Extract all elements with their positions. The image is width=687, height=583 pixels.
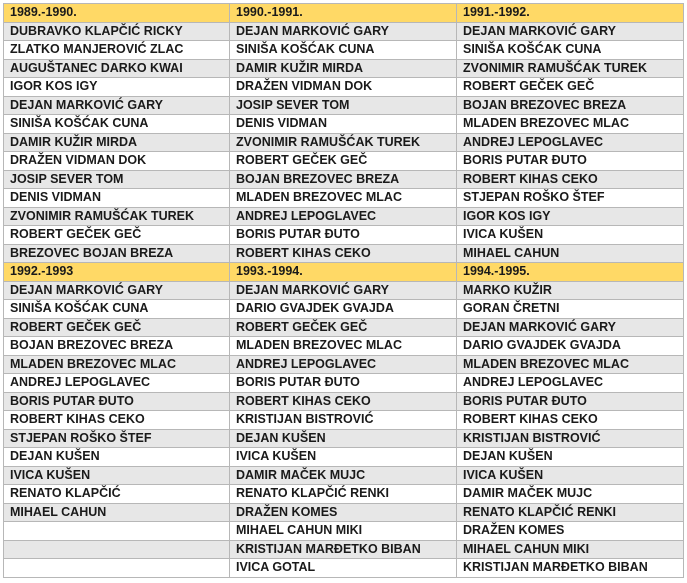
season-header-cell: 1990.-1991.: [230, 4, 457, 23]
player-cell: DRAŽEN VIDMAN DOK: [4, 152, 230, 171]
player-cell: ROBERT GEČEK GEČ: [457, 78, 684, 97]
player-cell: DEJAN KUŠEN: [4, 448, 230, 467]
player-cell: BORIS PUTAR ĐUTO: [4, 392, 230, 411]
player-cell: RENATO KLAPČIĆ RENKI: [230, 485, 457, 504]
table-row: [4, 392, 684, 411]
player-cell: DEJAN MARKOVIĆ GARY: [4, 96, 230, 115]
player-cell: BREZOVEC BOJAN BREZA: [4, 244, 230, 263]
player-cell: SINIŠA KOŠĆAK CUNA: [4, 115, 230, 134]
table-row: [4, 189, 684, 208]
season-header-cell: 1991.-1992.: [457, 4, 684, 23]
table-row: [4, 522, 684, 541]
roster-table: [3, 3, 684, 578]
player-cell: RENATO KLAPČIĆ: [4, 485, 230, 504]
player-cell: IVICA KUŠEN: [230, 448, 457, 467]
player-cell: IVICA KUŠEN: [457, 466, 684, 485]
player-cell: ROBERT GEČEK GEČ: [230, 318, 457, 337]
player-cell: DEJAN MARKOVIĆ GARY: [230, 22, 457, 41]
player-cell: BOJAN BREZOVEC BREZA: [457, 96, 684, 115]
season-header-row: [4, 263, 684, 282]
player-cell: IVICA KUŠEN: [457, 226, 684, 245]
table-row: [4, 411, 684, 430]
player-cell: IVICA GOTAL: [230, 559, 457, 578]
table-row: [4, 559, 684, 578]
player-cell: DUBRAVKO KLAPČIĆ RICKY: [4, 22, 230, 41]
player-cell: ANDREJ LEPOGLAVEC: [457, 133, 684, 152]
table-row: [4, 540, 684, 559]
player-cell: IGOR KOS IGY: [457, 207, 684, 226]
table-row: [4, 429, 684, 448]
table-row: [4, 281, 684, 300]
player-cell: RENATO KLAPČIĆ RENKI: [457, 503, 684, 522]
player-cell: JOSIP SEVER TOM: [230, 96, 457, 115]
player-cell: DARIO GVAJDEK GVAJDA: [457, 337, 684, 356]
player-cell: DRAŽEN KOMES: [230, 503, 457, 522]
player-cell: MLADEN BREZOVEC MLAC: [230, 337, 457, 356]
player-cell: ZVONIMIR RAMUŠĆAK TUREK: [457, 59, 684, 78]
table-row: [4, 226, 684, 245]
player-cell: DRAŽEN KOMES: [457, 522, 684, 541]
player-cell: GORAN ČRETNI: [457, 300, 684, 319]
table-row: [4, 41, 684, 60]
player-cell: IVICA KUŠEN: [4, 466, 230, 485]
player-cell: BORIS PUTAR ĐUTO: [457, 152, 684, 171]
player-cell: STJEPAN ROŠKO ŠTEF: [4, 429, 230, 448]
player-cell: MLADEN BREZOVEC MLAC: [4, 355, 230, 374]
player-cell: ROBERT KIHAS CEKO: [457, 411, 684, 430]
player-cell: MIHAEL CAHUN: [457, 244, 684, 263]
player-cell: MIHAEL CAHUN MIKI: [230, 522, 457, 541]
player-cell: ROBERT GEČEK GEČ: [4, 226, 230, 245]
table-row: [4, 96, 684, 115]
player-cell: MLADEN BREZOVEC MLAC: [457, 115, 684, 134]
table-row: [4, 207, 684, 226]
season-header-cell: 1989.-1990.: [4, 4, 230, 23]
table-row: [4, 59, 684, 78]
player-cell: KRISTIJAN BISTROVIĆ: [457, 429, 684, 448]
player-cell: [4, 522, 230, 541]
player-cell: ANDREJ LEPOGLAVEC: [457, 374, 684, 393]
player-cell: ZVONIMIR RAMUŠĆAK TUREK: [230, 133, 457, 152]
season-header-cell: 1993.-1994.: [230, 263, 457, 282]
player-cell: ROBERT KIHAS CEKO: [457, 170, 684, 189]
player-cell: DAMIR KUŽIR MIRDA: [4, 133, 230, 152]
season-header-cell: 1992.-1993: [4, 263, 230, 282]
table-row: [4, 337, 684, 356]
player-cell: [4, 540, 230, 559]
player-cell: IGOR KOS IGY: [4, 78, 230, 97]
player-cell: ZVONIMIR RAMUŠĆAK TUREK: [4, 207, 230, 226]
player-cell: BOJAN BREZOVEC BREZA: [230, 170, 457, 189]
player-cell: DAMIR KUŽIR MIRDA: [230, 59, 457, 78]
player-cell: ROBERT GEČEK GEČ: [4, 318, 230, 337]
table-row: [4, 503, 684, 522]
table-row: [4, 244, 684, 263]
player-cell: AUGUŠTANEC DARKO KWAI: [4, 59, 230, 78]
player-cell: DAMIR MAČEK MUJC: [457, 485, 684, 504]
player-cell: SINIŠA KOŠĆAK CUNA: [4, 300, 230, 319]
table-row: [4, 300, 684, 319]
player-cell: ROBERT KIHAS CEKO: [4, 411, 230, 430]
player-cell: DEJAN KUŠEN: [457, 448, 684, 467]
player-cell: ROBERT GEČEK GEČ: [230, 152, 457, 171]
season-header-row: [4, 4, 684, 23]
player-cell: DARIO GVAJDEK GVAJDA: [230, 300, 457, 319]
player-cell: SINIŠA KOŠĆAK CUNA: [230, 41, 457, 60]
player-cell: SINIŠA KOŠĆAK CUNA: [457, 41, 684, 60]
player-cell: MIHAEL CAHUN MIKI: [457, 540, 684, 559]
player-cell: ANDREJ LEPOGLAVEC: [4, 374, 230, 393]
player-cell: BORIS PUTAR ĐUTO: [230, 226, 457, 245]
player-cell: BORIS PUTAR ĐUTO: [457, 392, 684, 411]
table-row: [4, 485, 684, 504]
player-cell: MIHAEL CAHUN: [4, 503, 230, 522]
table-row: [4, 318, 684, 337]
player-cell: ROBERT KIHAS CEKO: [230, 244, 457, 263]
table-row: [4, 355, 684, 374]
player-cell: DEJAN MARKOVIĆ GARY: [457, 318, 684, 337]
player-cell: BORIS PUTAR ĐUTO: [230, 374, 457, 393]
player-cell: JOSIP SEVER TOM: [4, 170, 230, 189]
table-row: [4, 78, 684, 97]
player-cell: DEJAN MARKOVIĆ GARY: [230, 281, 457, 300]
table-row: [4, 133, 684, 152]
player-cell: DENIS VIDMAN: [230, 115, 457, 134]
player-cell: BOJAN BREZOVEC BREZA: [4, 337, 230, 356]
player-cell: ANDREJ LEPOGLAVEC: [230, 207, 457, 226]
table-row: [4, 448, 684, 467]
table-row: [4, 374, 684, 393]
player-cell: ANDREJ LEPOGLAVEC: [230, 355, 457, 374]
table-row: [4, 170, 684, 189]
player-cell: DEJAN KUŠEN: [230, 429, 457, 448]
player-cell: [4, 559, 230, 578]
player-cell: MLADEN BREZOVEC MLAC: [230, 189, 457, 208]
player-cell: MLADEN BREZOVEC MLAC: [457, 355, 684, 374]
player-cell: DRAŽEN VIDMAN DOK: [230, 78, 457, 97]
table-row: [4, 152, 684, 171]
player-cell: ROBERT KIHAS CEKO: [230, 392, 457, 411]
player-cell: DEJAN MARKOVIĆ GARY: [457, 22, 684, 41]
player-cell: STJEPAN ROŠKO ŠTEF: [457, 189, 684, 208]
player-cell: DAMIR MAČEK MUJC: [230, 466, 457, 485]
player-cell: DEJAN MARKOVIĆ GARY: [4, 281, 230, 300]
player-cell: DENIS VIDMAN: [4, 189, 230, 208]
player-cell: MARKO KUŽIR: [457, 281, 684, 300]
player-cell: KRISTIJAN BISTROVIĆ: [230, 411, 457, 430]
player-cell: ZLATKO MANJEROVIĆ ZLAC: [4, 41, 230, 60]
season-header-cell: 1994.-1995.: [457, 263, 684, 282]
table-row: [4, 22, 684, 41]
table-row: [4, 115, 684, 134]
table-row: [4, 466, 684, 485]
player-cell: KRISTIJAN MARĐETKO BIBAN: [230, 540, 457, 559]
roster-table-body: [4, 4, 684, 578]
player-cell: KRISTIJAN MARĐETKO BIBAN: [457, 559, 684, 578]
